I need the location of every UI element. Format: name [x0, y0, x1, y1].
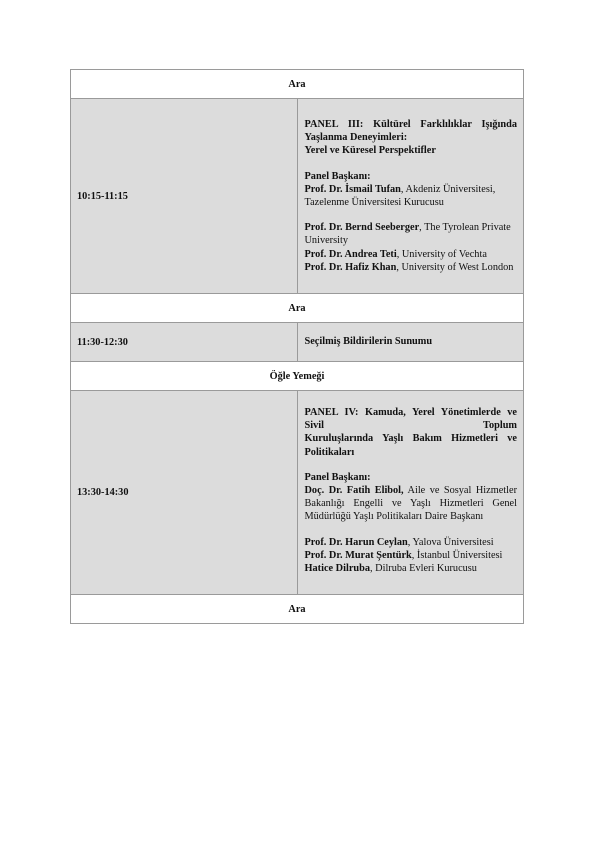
speaker-name: Hatice Dilruba: [304, 563, 370, 575]
panel-3-chair-label: Panel Başkanı:: [304, 170, 371, 182]
panel-4-speaker: [305, 549, 518, 562]
panel-3-title: [305, 118, 518, 158]
panel-3-row: [71, 99, 524, 294]
panel-4-speaker: [305, 536, 518, 549]
session-title: Seçilmiş Bildirilerin Sunumu: [297, 323, 524, 362]
panel-4-chair-name: Doç. Dr. Fatih Elibol,: [304, 485, 404, 497]
speaker-name: Prof. Dr. Bernd Seeberger: [304, 222, 420, 234]
speaker-affiliation: , University of West London: [396, 261, 514, 273]
speaker-affiliation: , İstanbul Üniversitesi: [411, 549, 503, 561]
speaker-name: Prof. Dr. Hafiz Khan: [304, 261, 397, 273]
panel-3-title-line-2: Yerel ve Küresel Perspektifler: [304, 145, 436, 157]
break-label: Ara: [71, 70, 524, 99]
lunch-label: Öğle Yemeği: [71, 362, 524, 391]
speaker-affiliation: , University of Vechta: [396, 248, 487, 260]
speaker-affiliation: , Dilruba Evleri Kurucusu: [370, 563, 477, 575]
break-row: [71, 294, 524, 323]
panel-4-title-line-2: Kuruluşlarında Yaşlı Bakım Hizmetleri ve Politikaları: [304, 433, 517, 458]
panel-3-time: 10:15-11:15: [71, 99, 298, 294]
panel-4-row: [71, 391, 524, 595]
panel-4-chair-affiliation: Aile ve Sosyal Hizmetler Bakanlığı Engelli ve Yaşlı Hizmetleri Genel Müdürlüğü Yaşlı Politikaları Daire Başkanı: [304, 485, 517, 523]
break-row: [71, 595, 524, 624]
panel-3-chair-name: Prof. Dr. İsmail Tufan: [304, 183, 401, 195]
panel-4-time: 13:30-14:30: [71, 391, 298, 595]
panel-4-chair-label: Panel Başkanı:: [304, 471, 371, 483]
session-time: 11:30-12:30: [71, 323, 298, 362]
program-schedule-table: [70, 69, 524, 624]
panel-4-speaker: [305, 562, 518, 575]
panel-4-title-line-1: PANEL IV: Kamuda, Yerel Yönetimlerde ve Sivil Toplum: [304, 407, 517, 432]
session-row: [71, 323, 524, 362]
panel-4-chair: [305, 484, 518, 524]
panel-3-chair-affiliation: , Akdeniz Üniversitesi, Tazelenme Üniversitesi Kurucusu: [304, 183, 496, 208]
speaker-affiliation: , Yalova Üniversitesi: [407, 536, 494, 548]
lunch-row: [71, 362, 524, 391]
speaker-name: Prof. Dr. Andrea Teti: [304, 248, 397, 260]
panel-3-chair: [305, 183, 518, 209]
panel-3-speaker: [305, 261, 518, 274]
speaker-name: Prof. Dr. Harun Ceylan: [304, 536, 408, 548]
break-row: [71, 70, 524, 99]
speaker-name: Prof. Dr. Murat Şentürk: [304, 549, 412, 561]
panel-3-title-line-1: PANEL III: Kültürel Farklılıklar Işığında Yaşlanma Deneyimleri:: [304, 118, 517, 144]
panel-3-content: [297, 99, 524, 294]
break-label: Ara: [71, 294, 524, 323]
break-label: Ara: [71, 595, 524, 624]
panel-4-content: [297, 391, 524, 595]
panel-3-speaker: [305, 221, 518, 247]
panel-3-speaker: [305, 248, 518, 261]
speaker-affiliation: , The Tyrolean Private University: [304, 222, 511, 247]
